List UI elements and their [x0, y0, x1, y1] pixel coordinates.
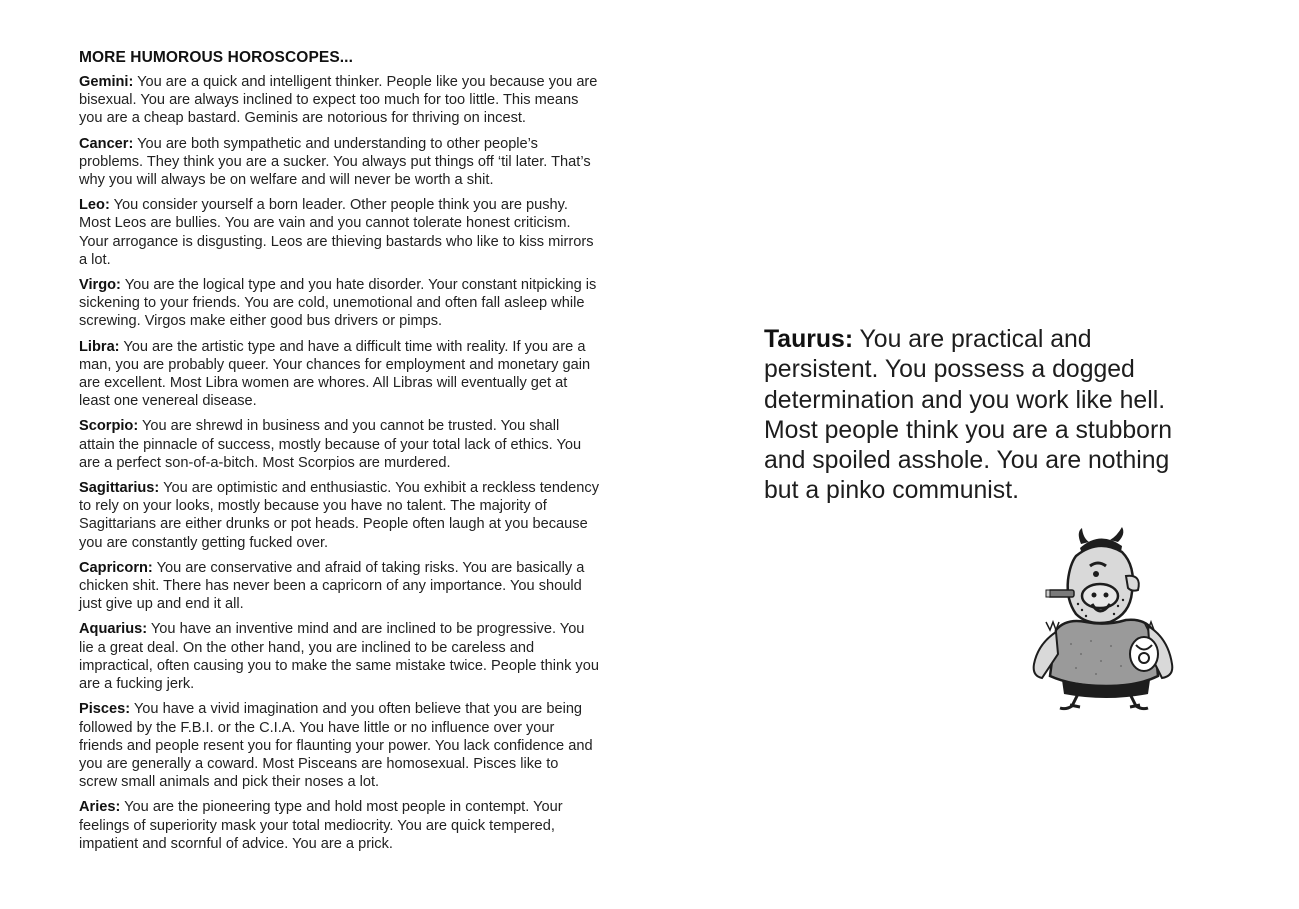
- horoscope-entry: [79, 620, 599, 693]
- sign-name: Sagittarius:: [79, 480, 160, 497]
- sign-name: Libra:: [79, 338, 120, 355]
- entry-text: You are the artistic type and have a difficult time with reality. If you are a man, you are probably queer. Your chances for employment and monetary gain are excellent. Most Libra women are whores. All Libras will eventually get at least one venereal disease.: [79, 338, 591, 410]
- entry-text: You are both sympathetic and understanding to other people’s problems. They think you are a sucker. You always put things off ‘til later. That’s why you will always be on welfare and will never be worth a shit.: [79, 135, 591, 189]
- sign-name: Aquarius:: [79, 621, 148, 638]
- entry-text: You are the logical type and you hate disorder. Your constant nitpicking is sickening to your friends. You are cold, unemotional and often fall asleep while screwing. Virgos make either good bus drivers or pimps.: [79, 277, 597, 330]
- horoscope-entry: [79, 338, 599, 411]
- entry-text: You have an inventive mind and are inclined to be progressive. You lie a great deal. On the other hand, you are inclined to be careless and impractical, often causing you to make the same mistake twice. People think you are a fucking jerk.: [79, 621, 599, 693]
- sign-name: Scorpio:: [79, 418, 139, 435]
- sign-name: Virgo:: [79, 277, 121, 294]
- feature-text: You are practical and persistent. You possess a dogged determination and you work like hell. Most people think you are a stubborn and spoiled asshole. You are nothing but a pinko communist.: [764, 326, 1173, 505]
- horoscope-entry: [79, 135, 599, 190]
- right-page: [764, 325, 1194, 507]
- taurus-bull-cartoon-icon: [1026, 526, 1176, 711]
- horoscope-entry: [79, 559, 599, 614]
- entry-text: You have a vivid imagination and you often believe that you are being followed by the F.B.I. or the C.I.A. You have little or no influence over your friends and people resent you for flaunting your power. You lack confidence and you are generally a coward. Most Pisceans are homosexual. Pisces like to screw small animals and pick their noses a lot.: [79, 701, 593, 791]
- entry-text: You are a quick and intelligent thinker. People like you because you are bisexual. You are always inclined to expect too much for too little. This means you are a cheap bastard. Geminis are notorious for thriving on incest.: [79, 74, 598, 127]
- page-heading: MORE HUMOROUS HOROSCOPES...: [79, 49, 353, 66]
- sign-name: Pisces:: [79, 701, 131, 718]
- left-page: [79, 49, 599, 860]
- horoscope-entry: [79, 479, 599, 552]
- entry-text: You are optimistic and enthusiastic. You exhibit a reckless tendency to rely on your looks, mostly because you have no talent. The majority of Sagittarians are either drunks or pot heads. People often laugh at you because you are constantly getting fucked over.: [79, 480, 599, 551]
- sign-name: Gemini:: [79, 74, 134, 90]
- horoscope-entry: [79, 196, 599, 269]
- sign-name: Leo:: [79, 197, 110, 214]
- entry-text: You are conservative and afraid of taking risks. You are basically a chicken shit. There has never been a capricorn of any importance. You should just give up and end it all.: [79, 559, 585, 613]
- horoscope-entry: [79, 798, 599, 853]
- entry-text: You consider yourself a born leader. Other people think you are pushy. Most Leos are bullies. You are vain and you cannot tolerate honest criticism. Your arrogance is disgusting. Leos are thieving bastards who like to kiss mirrors a lot.: [79, 197, 594, 268]
- horoscope-entry: [79, 700, 599, 791]
- entry-text: You are shrewd in business and you cannot be trusted. You shall attain the pinnacle of success, mostly because of your total lack of ethics. You are a perfect son-of-a-bitch. Most Scorpios are murdered.: [79, 418, 582, 471]
- entry-text: You are the pioneering type and hold most people in contempt. Your feelings of superiority mask your total mediocrity. You are quick tempered, impatient and scornful of advice. You are a prick.: [79, 799, 563, 852]
- sign-name: Aries:: [79, 799, 121, 816]
- feature-sign-name: Taurus:: [764, 326, 854, 353]
- sign-name: Capricorn:: [79, 559, 153, 576]
- taurus-feature: [764, 325, 1194, 507]
- horoscope-entry: [79, 276, 599, 331]
- horoscope-entry: [79, 417, 599, 472]
- sign-name: Cancer:: [79, 135, 134, 152]
- horoscope-entry: [79, 73, 599, 128]
